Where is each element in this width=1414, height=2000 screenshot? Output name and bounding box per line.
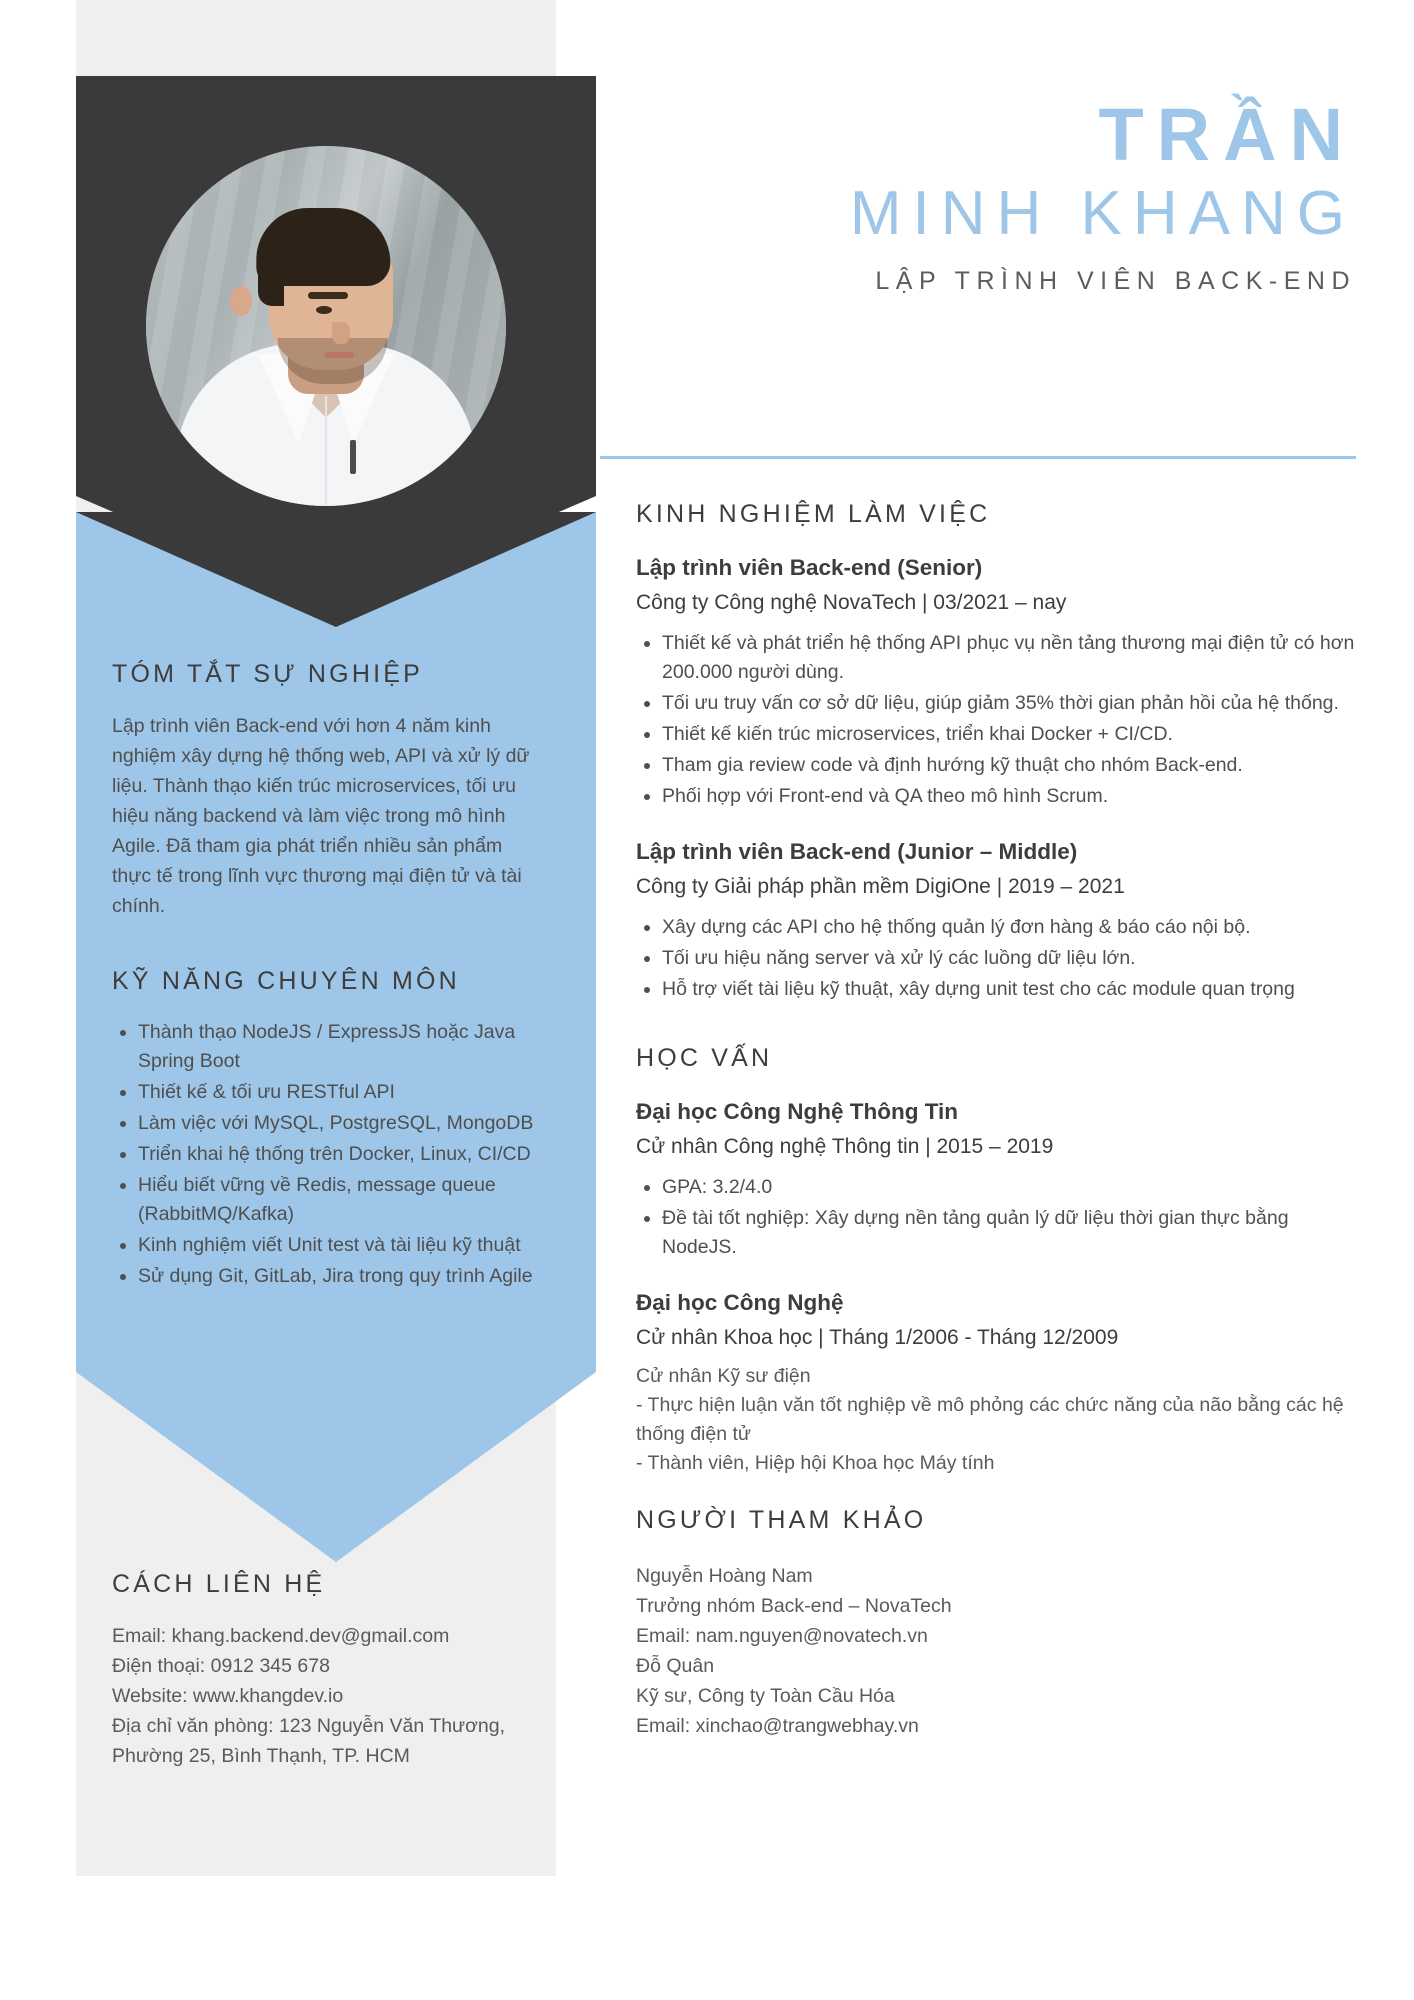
photo-mouth [324,352,354,358]
photo-eyebrow [308,292,348,299]
job-role: Lập trình viên Back-end (Junior – Middle) [636,839,1078,864]
education-section-title: HỌC VẤN [636,1044,773,1072]
list-item: • Hỗ trợ viết tài liệu kỹ thuật, xây dựng unit test cho các module quan trọng [662,975,1356,1004]
skills-list [112,1018,542,1291]
reference-email: Email: nam.nguyen@novatech.vn [636,1625,928,1647]
photo-nose [332,322,350,344]
list-item: • Thiết kế & tối ưu RESTful API [138,1078,542,1107]
first-name: TRẦN [1098,93,1356,176]
job-meta: Công ty Giải pháp phần mềm DigiOne | 2019 – 2021 [636,875,1125,898]
list-item: • Kinh nghiệm viết Unit test và tài liệu kỹ thuật [138,1231,542,1260]
education-note: - Thành viên, Hiệp hội Khoa học Máy tính [636,1452,995,1474]
header-divider [600,456,1356,459]
list-item: • Tham gia review code và định hướng kỹ thuật cho nhóm Back-end. [662,751,1356,780]
photo-pen [350,440,356,474]
left-content [112,660,542,1293]
contact-website: Website: www.khangdev.io [112,1685,344,1707]
reference-email: Email: xinchao@trangwebhay.vn [636,1715,919,1737]
job-points [636,913,1356,1004]
list-item: • Sử dụng Git, GitLab, Jira trong quy trình Agile [138,1262,542,1291]
list-item: • Làm việc với MySQL, PostgreSQL, MongoDB [138,1109,542,1138]
job-role: Lập trình viên Back-end (Senior) [636,555,983,580]
degree-meta: Cử nhân Khoa học | Tháng 1/2006 - Tháng 12/2009 [636,1326,1119,1349]
contact-email: Email: khang.backend.dev@gmail.com [112,1625,450,1647]
job-title: LẬP TRÌNH VIÊN BACK-END [875,266,1356,295]
contact-section-title: CÁCH LIÊN HỆ [112,1570,326,1598]
list-item: • Triển khai hệ thống trên Docker, Linux, CI/CD [138,1140,542,1169]
contact-phone: Điện thoại: 0912 345 678 [112,1655,330,1677]
list-item: • Phối hợp với Front-end và QA theo mô hình Scrum. [662,782,1356,811]
photo-ear [230,286,252,316]
job-points [636,629,1356,811]
summary-text: Lập trình viên Back-end với hơn 4 năm kinh nghiệm xây dựng hệ thống web, API và xử lý dữ liệu. Thành thạo kiến trúc microservices, tối ưu hiệu năng backend và làm việc trong mô hình Agile. Đã tham gia phát triển nhiều sản phẩm thực tế trong lĩnh vực thương mại điện tử và tài chính. [112,715,530,917]
education-entry [636,1099,1356,1262]
contact-address: Địa chỉ văn phòng: 123 Nguyễn Văn Thương, Phường 25, Bình Thạnh, TP. HCM [112,1715,505,1767]
reference-role: Trưởng nhóm Back-end – NovaTech [636,1595,952,1617]
reference-name: Nguyễn Hoàng Nam [636,1565,813,1587]
contact-section [112,1570,542,1771]
school-name: Đại học Công Nghệ [636,1290,844,1315]
reference-role: Kỹ sư, Công ty Toàn Cầu Hóa [636,1685,895,1707]
reference-name: Đỗ Quân [636,1655,715,1677]
last-name: MINH KHANG [849,178,1356,248]
education-points [636,1173,1356,1262]
summary-section-title: TÓM TẮT SỰ NGHIỆP [112,660,423,688]
photo-eye [316,306,332,314]
experience-section-title: KINH NGHIỆM LÀM VIỆC [636,500,991,528]
skills-section-title: KỸ NĂNG CHUYÊN MÔN [112,967,460,995]
list-item: • Thiết kế và phát triển hệ thống API phục vụ nền tảng thương mại điện tử có hơn 200.000 người dùng. [662,629,1356,687]
list-item: • Tối ưu hiệu năng server và xử lý các luồng dữ liệu lớn. [662,944,1356,973]
list-item: • Thiết kế kiến trúc microservices, triển khai Docker + CI/CD. [662,720,1356,749]
list-item: • Đề tài tốt nghiệp: Xây dựng nền tảng quản lý dữ liệu thời gian thực bằng NodeJS. [662,1204,1356,1262]
education-entry [636,1290,1356,1478]
photo-shirt-placket [325,396,327,506]
education-note: Cử nhân Kỹ sư điện [636,1365,811,1387]
degree-meta: Cử nhân Công nghệ Thông tin | 2015 – 2019 [636,1135,1054,1158]
list-item: • GPA: 3.2/4.0 [662,1173,1356,1202]
experience-entry [636,555,1356,811]
experience-entry [636,839,1356,1004]
education-note: - Thực hiện luận văn tốt nghiệp về mô phỏng các chức năng của não bằng các hệ thống điện tử [636,1394,1344,1445]
profile-photo [146,146,506,506]
name-block [636,93,1356,296]
list-item: • Thành thạo NodeJS / ExpressJS hoặc Java Spring Boot [138,1018,542,1076]
right-content [636,500,1356,1741]
job-meta: Công ty Công nghệ NovaTech | 03/2021 – nay [636,591,1067,614]
list-item: • Tối ưu truy vấn cơ sở dữ liệu, giúp giảm 35% thời gian phản hồi của hệ thống. [662,689,1356,718]
list-item: • Xây dựng các API cho hệ thống quản lý đơn hàng & báo cáo nội bộ. [662,913,1356,942]
list-item: • Hiểu biết vững về Redis, message queue (RabbitMQ/Kafka) [138,1171,542,1229]
photo-hair-side [258,254,284,306]
references-section-title: NGƯỜI THAM KHẢO [636,1506,927,1534]
school-name: Đại học Công Nghệ Thông Tin [636,1099,959,1124]
